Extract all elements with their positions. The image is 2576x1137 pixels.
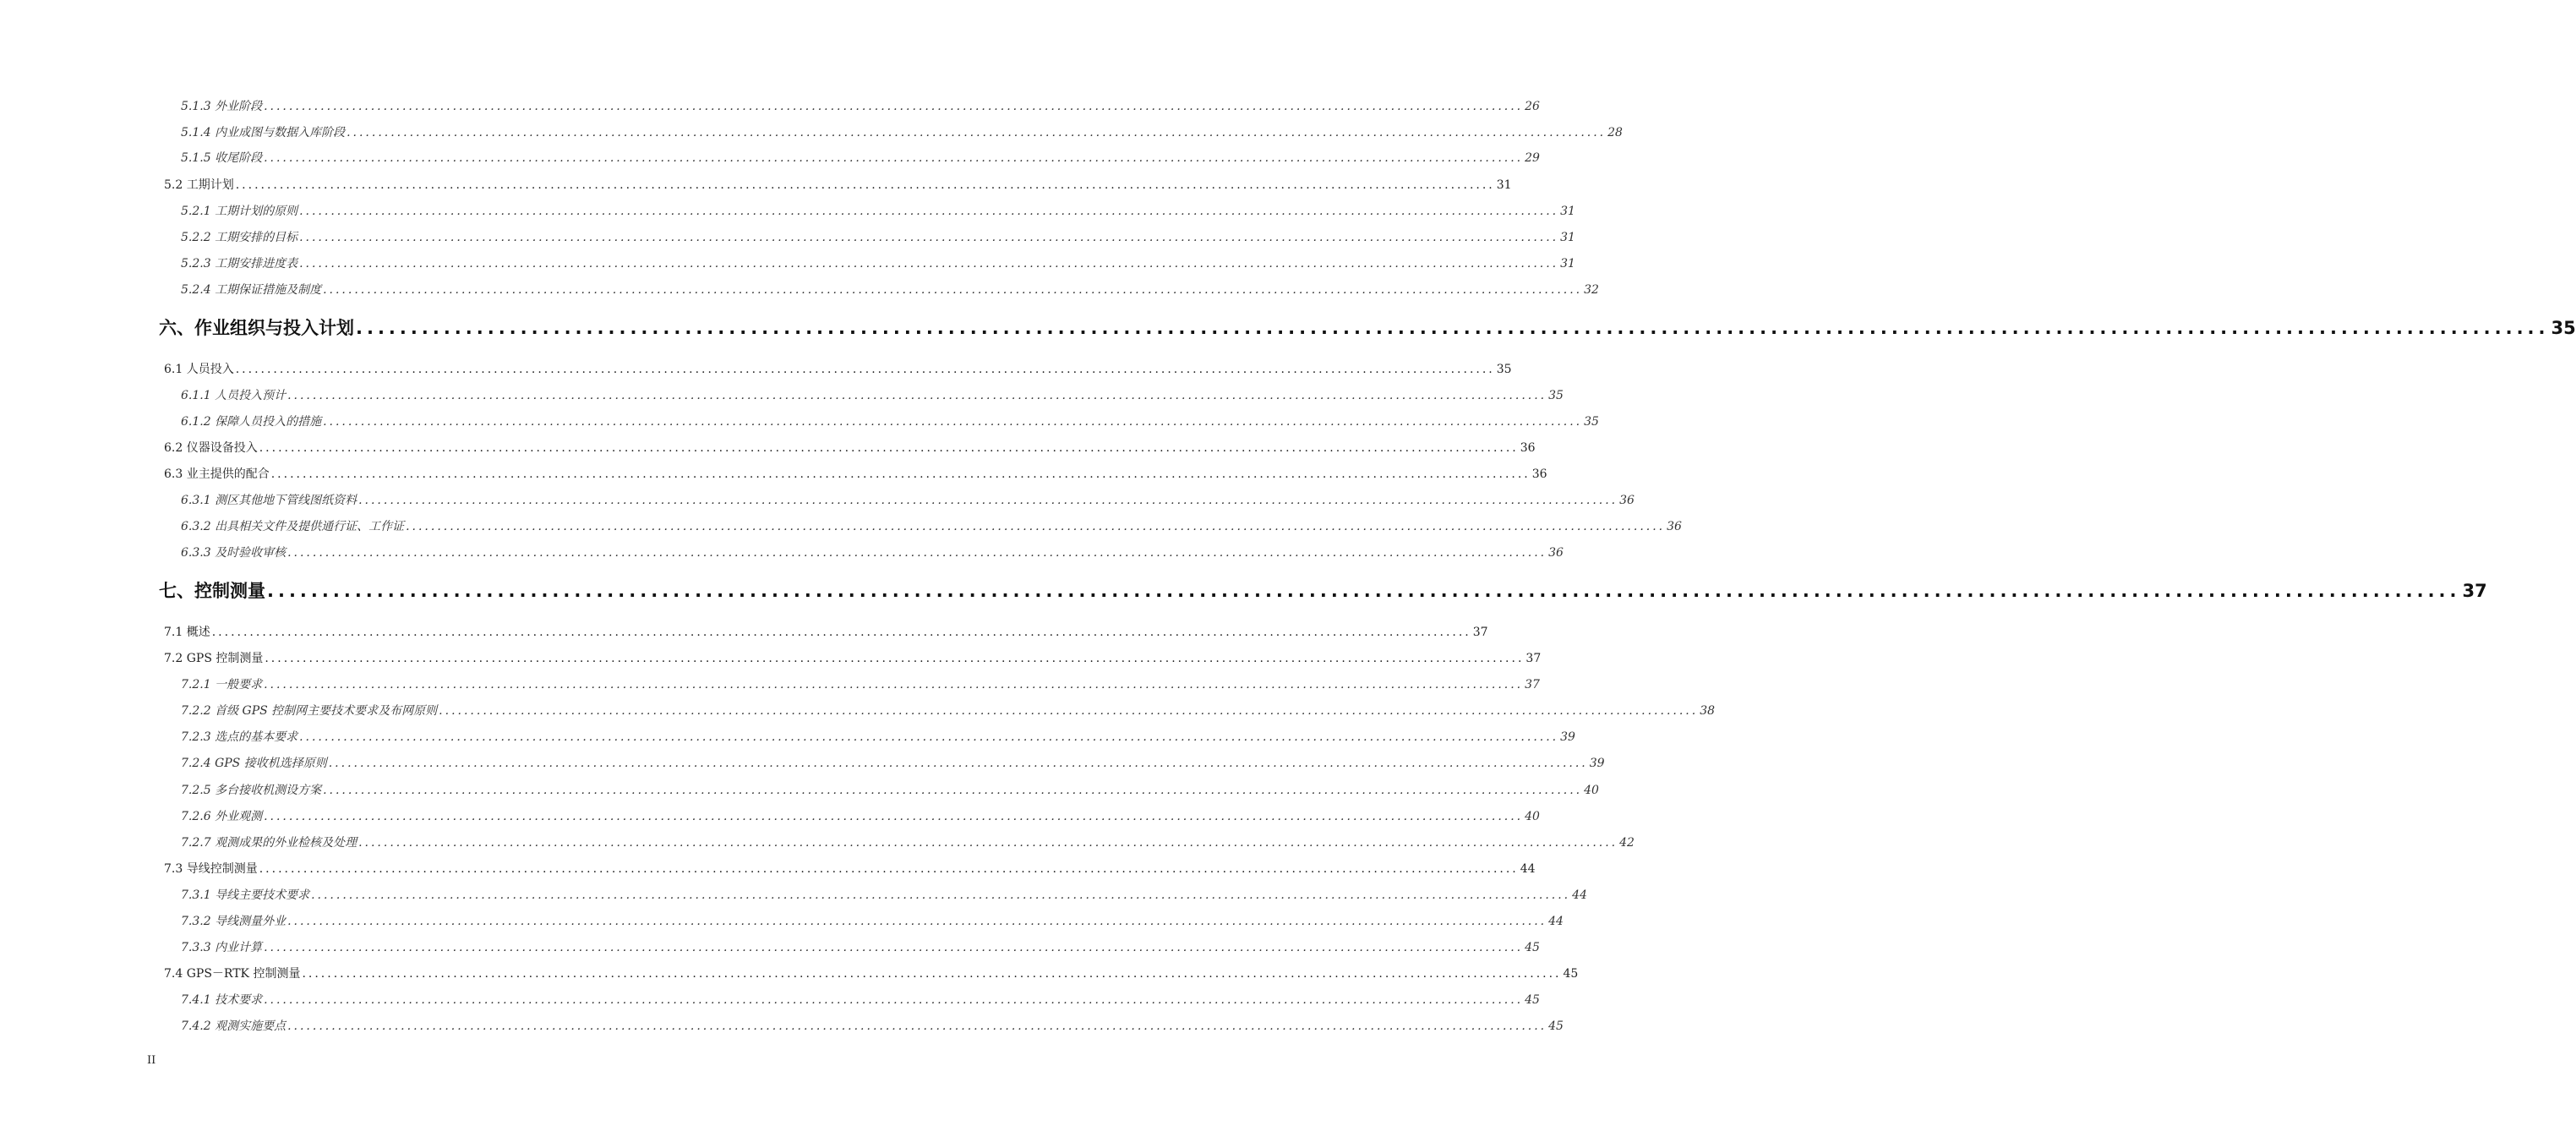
toc-leader-dots: ........................................................................................................................................................................................................ xyxy=(299,231,1559,244)
toc-entry-title: 7.2.1 一般要求 xyxy=(181,678,263,691)
toc-subsection-entry[interactable] xyxy=(181,97,1540,116)
toc-subsection-entry[interactable] xyxy=(181,254,1575,273)
toc-page-number: 36 xyxy=(1548,546,1564,560)
toc-page-number: 36 xyxy=(1619,494,1635,507)
toc-page-number: 31 xyxy=(1560,205,1575,218)
toc-subsection-entry[interactable] xyxy=(181,834,1635,852)
toc-leader-dots: ........................................................................................................................................................................................................ xyxy=(302,967,1562,981)
toc-page-number: 40 xyxy=(1584,784,1599,797)
toc-page-number: 37 xyxy=(1525,678,1540,691)
toc-section-entry[interactable] xyxy=(164,649,1542,668)
toc-subsection-entry[interactable] xyxy=(181,123,1623,142)
toc-leader-dots: ........................................................................................................................................................................................................ xyxy=(358,494,1618,507)
toc-leader-dots: ........................................................................................................................................................................................................ xyxy=(287,389,1547,402)
toc-page-number: 37 xyxy=(1472,626,1488,639)
toc-page-number: 36 xyxy=(1520,441,1536,455)
toc-subsection-entry[interactable] xyxy=(181,1017,1564,1036)
toc-entry-title: 六、作业组织与投入计划 xyxy=(159,318,354,338)
toc-entry-title: 7.2.7 观测成果的外业检核及处理 xyxy=(181,836,357,850)
toc-section-entry[interactable] xyxy=(164,965,1579,983)
toc-subsection-entry[interactable] xyxy=(181,491,1635,510)
toc-entry-title: 5.1.5 收尾阶段 xyxy=(181,151,263,165)
toc-subsection-entry[interactable] xyxy=(181,991,1540,1009)
toc-page-number: 44 xyxy=(1520,862,1536,876)
toc-page-number: 26 xyxy=(1525,100,1540,113)
toc-entry-title: 7.3.1 导线主要技术要求 xyxy=(181,888,310,902)
toc-page-number: 45 xyxy=(1548,1019,1564,1033)
toc-entry-title: 7.2.6 外业观测 xyxy=(181,810,263,823)
toc-entry-title: 7.3.2 导线测量外业 xyxy=(181,915,287,928)
toc-entry-title: 5.2.1 工期计划的原则 xyxy=(181,205,298,218)
toc-entry-title: 7.1 概述 xyxy=(164,626,210,639)
toc-entry-title: 5.2 工期计划 xyxy=(164,178,234,192)
toc-leader-dots: ........................................................................................................................................................................................................ xyxy=(211,626,1471,639)
toc-page-number: 45 xyxy=(1563,967,1579,981)
toc-page-number: 40 xyxy=(1525,810,1540,823)
toc-section-entry[interactable] xyxy=(164,465,1547,484)
toc-leader-dots: ........................................................................................................................................................................................................ xyxy=(235,363,1495,376)
toc-entry-title: 6.2 仪器设备投入 xyxy=(164,441,258,455)
toc-leader-dots: ........................................................................................................................................................................................................ xyxy=(323,283,1583,297)
toc-entry-title: 6.1.1 人员投入预计 xyxy=(181,389,287,402)
toc-subsection-entry[interactable] xyxy=(181,912,1564,931)
toc-subsection-entry[interactable] xyxy=(181,544,1564,562)
toc-leader-dots: ........................................................................................................................................................................................................ xyxy=(439,704,1699,718)
toc-subsection-entry[interactable] xyxy=(181,728,1575,746)
toc-leader-dots: ........................................................................................................................................................................................................ xyxy=(299,205,1559,218)
toc-page-number: 39 xyxy=(1560,730,1575,744)
toc-subsection-entry[interactable] xyxy=(181,281,1599,299)
toc-page-number: 35 xyxy=(2551,318,2576,338)
toc-leader-dots: ........................................................................................................................................................................................................ xyxy=(235,178,1495,192)
toc-entry-title: 7.2.3 选点的基本要求 xyxy=(181,730,298,744)
toc-page-number: 31 xyxy=(1496,178,1512,192)
toc-entry-title: 5.2.3 工期安排进度表 xyxy=(181,257,298,271)
toc-entry-title: 7.3.3 内业计算 xyxy=(181,941,263,954)
toc-entry-title: 7.3 导线控制测量 xyxy=(164,862,258,876)
toc-page-number: 36 xyxy=(1531,467,1547,481)
toc-subsection-entry[interactable] xyxy=(181,413,1599,431)
toc-page-number: 29 xyxy=(1525,151,1540,165)
toc-entry-title: 5.1.3 外业阶段 xyxy=(181,100,263,113)
toc-page-number: 31 xyxy=(1560,231,1575,244)
toc-subsection-entry[interactable] xyxy=(181,702,1716,720)
toc-subsection-entry[interactable] xyxy=(181,807,1540,826)
toc-page-number: 45 xyxy=(1525,941,1540,954)
toc-page-number: 35 xyxy=(1548,389,1564,402)
toc-section-entry[interactable] xyxy=(164,176,1512,194)
toc-entry-title: 7.2 GPS 控制测量 xyxy=(164,652,264,665)
toc-leader-dots: ........................................................................................................................................................................................................ xyxy=(347,126,1607,139)
toc-entry-title: 5.2.4 工期保证措施及制度 xyxy=(181,283,322,297)
toc-subsection-entry[interactable] xyxy=(181,517,1682,536)
toc-page-number: 35 xyxy=(1584,415,1599,429)
toc-entry-title: 7.4.1 技术要求 xyxy=(181,993,263,1007)
toc-section-entry[interactable] xyxy=(164,623,1488,642)
toc-entry-title: 6.1 人员投入 xyxy=(164,363,234,376)
toc-subsection-entry[interactable] xyxy=(181,386,1564,405)
toc-page-number: 32 xyxy=(1584,283,1599,297)
toc-leader-dots: ........................................................................................................................................................................................................ xyxy=(311,888,1571,902)
toc-page-number: 35 xyxy=(1496,363,1512,376)
toc-leader-dots: ........................................................................................................................................................................................................ xyxy=(264,678,1524,691)
toc-entry-title: 7.4 GPS－RTK 控制测量 xyxy=(164,967,301,981)
toc-subsection-entry[interactable] xyxy=(181,202,1575,221)
toc-subsection-entry[interactable] xyxy=(181,938,1540,957)
toc-section-entry[interactable] xyxy=(164,439,1536,457)
toc-subsection-entry[interactable] xyxy=(181,754,1605,773)
toc-page-number: 39 xyxy=(1589,757,1605,770)
toc-leader-dots: ........................................................................................................................................................................................................ xyxy=(264,941,1524,954)
toc-page-number: 28 xyxy=(1607,126,1623,139)
toc-leader-dots: ........................................................................................................................................................................................................ xyxy=(323,415,1583,429)
toc-entry-title: 6.3 业主提供的配合 xyxy=(164,467,270,481)
toc-entry-title: 5.2.2 工期安排的目标 xyxy=(181,231,298,244)
toc-leader-dots: ........................................................................................................................................................................................................ xyxy=(270,467,1531,481)
toc-page-number: 38 xyxy=(1700,704,1716,718)
toc-entry-title: 7.2.5 多台接收机测设方案 xyxy=(181,784,322,797)
toc-page-number: 37 xyxy=(2462,581,2487,601)
toc-section-entry[interactable] xyxy=(164,360,1512,379)
toc-subsection-entry[interactable] xyxy=(181,149,1540,167)
toc-entry-title: 7.2.2 首级 GPS 控制网主要技术要求及布网原则 xyxy=(181,704,438,718)
toc-entry-title: 6.3.2 出具相关文件及提供通行证、工作证 xyxy=(181,520,405,533)
toc-chapter-entry[interactable] xyxy=(159,577,2487,604)
toc-leader-dots: ........................................................................................................................................................................................................ xyxy=(264,151,1524,165)
toc-subsection-entry[interactable] xyxy=(181,228,1575,247)
toc-page-number: 31 xyxy=(1560,257,1575,271)
page-number: II xyxy=(147,1054,156,1067)
toc-page-number: 42 xyxy=(1619,836,1635,850)
toc-leader-dots: ........................................................................................................................................................................................................ xyxy=(287,546,1547,560)
toc-leader-dots: ........................................................................................................................................................................................................ xyxy=(323,784,1583,797)
toc-leader-dots: ........................................................................................................................................................................................................ xyxy=(299,730,1559,744)
toc-page-number: 44 xyxy=(1572,888,1587,902)
toc-leader-dots: ........................................................................................................................................................................................................ xyxy=(264,810,1524,823)
toc-page-number: 44 xyxy=(1548,915,1564,928)
toc-page-number: 45 xyxy=(1525,993,1540,1007)
toc-entry-title: 七、控制测量 xyxy=(159,581,265,601)
toc-entry-title: 7.4.2 观测实施要点 xyxy=(181,1019,287,1033)
toc-leader-dots: ........................................................................................................................................................................................................ xyxy=(264,100,1524,113)
toc-subsection-entry[interactable] xyxy=(181,886,1587,905)
toc-leader-dots: ........................................................................................................................................................................................................ xyxy=(259,862,1519,876)
toc-chapter-entry[interactable] xyxy=(159,314,2576,342)
toc-leader-dots: ........................................................................................................................................................................................................ xyxy=(328,757,1588,770)
toc-leader-dots: ........................................................................................................................................................................................................ xyxy=(265,652,1525,665)
toc-leader-dots: ........................................................................................................................................................................................................ xyxy=(267,581,2461,601)
toc-leader-dots: ........................................................................................................................................................................................................ xyxy=(264,993,1524,1007)
toc-section-entry[interactable] xyxy=(164,860,1536,878)
toc-page-number: 36 xyxy=(1667,520,1682,533)
toc-subsection-entry[interactable] xyxy=(181,781,1599,800)
toc-entry-title: 7.2.4 GPS 接收机选择原则 xyxy=(181,757,327,770)
toc-leader-dots: ........................................................................................................................................................................................................ xyxy=(356,318,2550,338)
toc-leader-dots: ........................................................................................................................................................................................................ xyxy=(259,441,1519,455)
toc-entry-title: 6.3.3 及时验收审核 xyxy=(181,546,287,560)
toc-subsection-entry[interactable] xyxy=(181,675,1540,694)
toc-leader-dots: ........................................................................................................................................................................................................ xyxy=(358,836,1618,850)
toc-leader-dots: ........................................................................................................................................................................................................ xyxy=(287,1019,1547,1033)
toc-page-number: 37 xyxy=(1525,652,1542,665)
toc-entry-title: 6.1.2 保障人员投入的措施 xyxy=(181,415,322,429)
toc-entry-title: 5.1.4 内业成图与数据入库阶段 xyxy=(181,126,346,139)
toc-entry-title: 6.3.1 测区其他地下管线图纸资料 xyxy=(181,494,357,507)
toc-leader-dots: ........................................................................................................................................................................................................ xyxy=(406,520,1666,533)
toc-leader-dots: ........................................................................................................................................................................................................ xyxy=(299,257,1559,271)
toc-leader-dots: ........................................................................................................................................................................................................ xyxy=(287,915,1547,928)
